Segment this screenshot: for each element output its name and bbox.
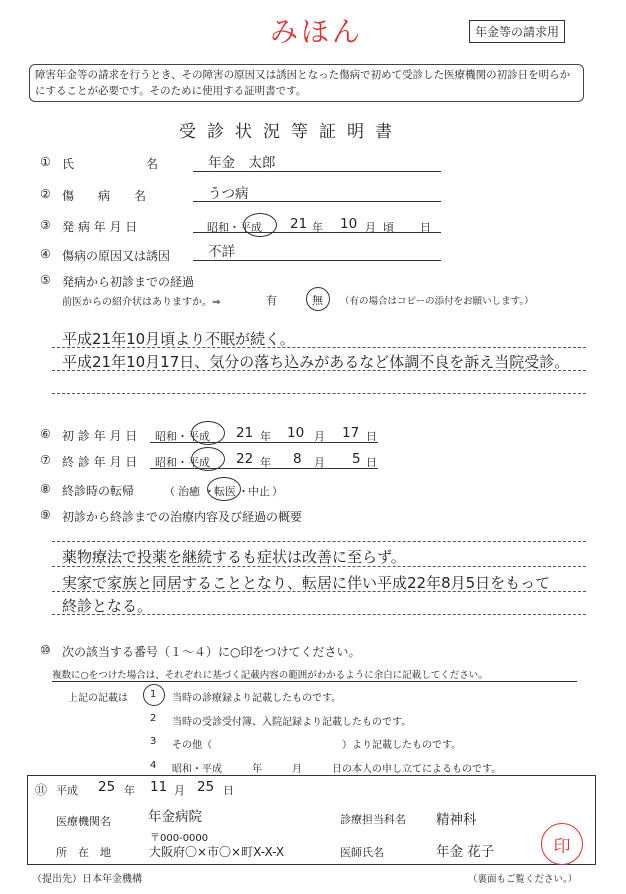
sample-watermark: みほん (270, 15, 364, 48)
disease-value: うつ病 (208, 186, 249, 202)
day-unit: 日 (366, 456, 377, 469)
treatment-line: 実家で家族と同居することとなり、転居に伴い平成22年8月5日をもって (62, 574, 551, 592)
dotted-line (52, 614, 586, 615)
option1-circle (143, 684, 165, 706)
cert-day: 25 (197, 779, 215, 795)
first-visit-year: 21 (236, 425, 254, 441)
option-number: 3 (150, 736, 157, 747)
dotted-line (52, 541, 586, 542)
day-unit: 日 (420, 221, 431, 234)
underline (193, 201, 441, 202)
document-title: 受診状況等証明書 (179, 122, 403, 142)
day-unit: 日 (366, 430, 377, 443)
referral-note: （有の場合はコピーの添付をお願いします。） (340, 296, 534, 307)
source-lead: 上記の記載は (68, 693, 128, 704)
treatment-line: 薬物療法で投薬を継続するも症状は改善に至らず。 (62, 548, 406, 566)
transfer-circle (207, 477, 241, 501)
approx-mark: 頃 (383, 221, 394, 234)
field-number: ⑨ (40, 508, 51, 522)
seal-stamp: 印 (541, 823, 583, 865)
outcome-discontinued: 中止 (248, 485, 270, 498)
history-line: 平成21年10月頃より不眠が続く。 (62, 330, 295, 348)
month-unit: 月 (174, 784, 185, 797)
field-label-treatment: 初診から終診までの治療内容及び経過の概要 (62, 510, 303, 524)
option-text: 当時の受診受付簿、入院記録より記載したものです。 (172, 717, 412, 728)
month-unit: 月 (365, 221, 376, 234)
referral-question: 前医からの紹介状はありますか。⇒ (62, 297, 221, 308)
last-visit-day: 5 (352, 451, 361, 467)
see-back-note: （裏面もご覧ください。） (468, 874, 578, 885)
paren-close: ） (272, 485, 283, 498)
underline (52, 681, 577, 682)
era-options: 昭和・平成 (155, 430, 210, 443)
postal-code: 〒000-0000 (150, 833, 209, 844)
option-number: 1 (150, 689, 157, 700)
last-visit-year: 22 (236, 451, 254, 467)
treatment-line: 終診となる。 (62, 597, 153, 615)
dept-label: 診療担当科名 (340, 813, 406, 826)
underline (193, 171, 441, 172)
submit-to: （提出先）日本年金機構 (32, 874, 142, 885)
field-label-disease: 傷 病 名 (62, 189, 147, 203)
onset-year-value: 21 (290, 216, 308, 232)
year-unit: 年 (124, 784, 135, 797)
doctor-name: 年金 花子 (436, 844, 495, 860)
field-label-first-visit: 初 診 年 月 日 (62, 429, 138, 443)
field-number: ③ (40, 218, 51, 232)
cert-era: 平成 (56, 784, 78, 797)
field-number: ⑧ (40, 482, 51, 496)
day-unit: 日 (223, 784, 234, 797)
field-number: ⑦ (40, 453, 51, 467)
outcome-transfer: 転医 (214, 485, 236, 498)
outcome-cured: 治癒 (178, 485, 200, 498)
field-number: ⑥ (40, 427, 51, 441)
separator-dot: ・ (204, 485, 215, 498)
separator-dot: ・ (238, 485, 249, 498)
dotted-line (52, 347, 586, 348)
underline (150, 468, 378, 469)
month-unit: 月 (314, 430, 325, 443)
address-label: 所 在 地 (56, 846, 111, 859)
source-note: 複数に○をつけた場合は、それぞれに基づく記載内容の範囲がわかるように余白に記載してください。 (52, 670, 488, 681)
dotted-line (52, 370, 586, 371)
era-options: 昭和・平成 (207, 221, 262, 234)
month-unit: 月 (314, 456, 325, 469)
form-purpose-tag: 年金等の請求用 (469, 20, 565, 43)
referral-yes: 有 (266, 294, 277, 307)
cert-year: 25 (98, 779, 116, 795)
history-line: 平成21年10月17日、気分の落ち込みがあるなど体調不良を訴え当院受診。 (62, 353, 570, 371)
onset-month-value: 10 (340, 216, 358, 232)
last-visit-month: 8 (293, 451, 302, 467)
cert-month: 11 (150, 779, 168, 795)
option-text: 当時の診療録より記載したものです。 (172, 693, 342, 704)
underline (193, 260, 441, 261)
year-unit: 年 (260, 430, 271, 443)
underline (193, 232, 441, 233)
first-visit-month: 10 (287, 425, 305, 441)
hospital-label: 医療機関名 (56, 815, 111, 828)
paren-open: （ (164, 485, 175, 498)
dept-name: 精神科 (436, 812, 477, 828)
option-text: 昭和・平成 年 月 日の本人の申し立てによるものです。 (172, 764, 502, 775)
field-number: ① (40, 155, 51, 169)
option-number: 2 (150, 713, 157, 724)
patient-name-value: 年金 太郎 (208, 155, 276, 171)
underline (150, 442, 378, 443)
notice-box: 障害年金等の請求を行うとき、その障害の原因又は誘因となった傷病で初めて受診した医療機関の初診日を明らかにすることが必要です。そのために使用する証明書です。 (29, 64, 584, 102)
heisei-circle (243, 213, 277, 237)
field-label-last-visit: 終 診 年 月 日 (62, 455, 138, 469)
field-label-cause: 傷病の原因又は誘因 (62, 249, 171, 263)
no-circle (306, 287, 330, 311)
field-number: ⑤ (40, 273, 51, 287)
doctor-label: 医師氏名 (340, 846, 384, 859)
hospital-name: 年金病院 (148, 809, 202, 825)
dotted-line (52, 566, 586, 567)
field-number: ② (40, 187, 51, 201)
cause-value: 不詳 (208, 244, 235, 260)
era-options: 昭和・平成 (155, 456, 210, 469)
referral-no: 無 (312, 294, 323, 307)
dotted-line (52, 591, 586, 592)
field-label-outcome: 終診時の転帰 (62, 484, 135, 498)
field-number: ⑩ (40, 643, 51, 657)
option-text: その他（ ）より記載したものです。 (172, 740, 462, 751)
field-label-history: 発病から初診までの経過 (62, 275, 195, 289)
field-number: ④ (40, 247, 51, 261)
dotted-line (52, 393, 586, 394)
hospital-address: 大阪府〇×市〇×町X-X-X (149, 845, 285, 859)
first-visit-day: 17 (342, 425, 360, 441)
option-number: 4 (150, 760, 157, 771)
field-label-source: 次の該当する番号（１～４）に○印をつけてください。 (62, 645, 361, 659)
year-unit: 年 (312, 221, 323, 234)
field-label-name: 氏 名 (62, 157, 159, 171)
field-label-onset: 発 病 年 月 日 (62, 220, 138, 234)
field-number: ⑪ (35, 783, 48, 797)
year-unit: 年 (260, 456, 271, 469)
